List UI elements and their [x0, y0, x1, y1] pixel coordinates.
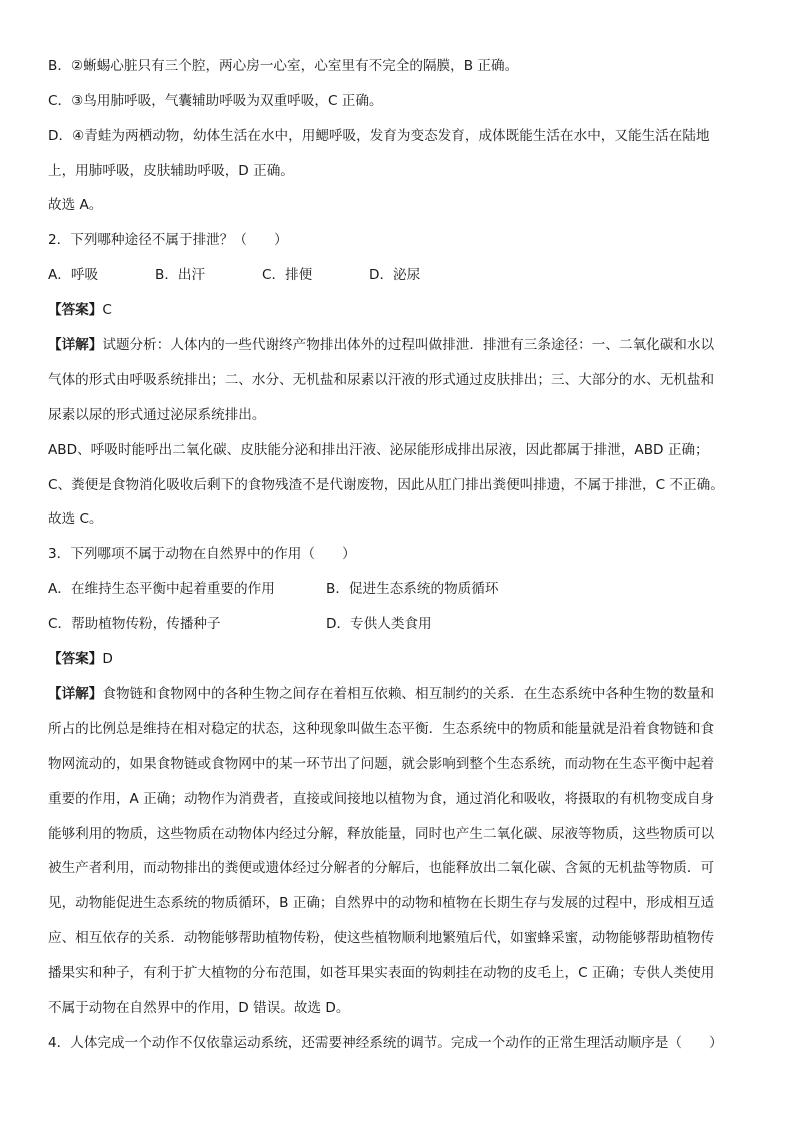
- answer-value: D: [102, 651, 113, 667]
- prev-option-d-line1: D．④青蛙为两栖动物，幼体生活在水中，用鳃呼吸，发育为变态发育，成体既能生活在水中，又能生活在陆地: [48, 128, 710, 144]
- detail-tag: 【详解】: [48, 337, 103, 353]
- question-3-detail-line1: [48, 684, 748, 704]
- question-3-answer: [48, 649, 748, 669]
- answer-tag: 【答案】: [48, 651, 103, 667]
- detail-tag: 【详解】: [48, 686, 103, 702]
- question-3-detail-line3: 物网流动的，如果食物链或食物网中的某一环节出了问题，就会影响到整个生态系统，而动物在生态平衡中起着: [48, 756, 715, 772]
- question-4-stem: 4．人体完成一个动作不仅依靠运动系统，还需要神经系统的调节。完成一个动作的正常生理活动顺序是（ ）: [48, 1035, 723, 1051]
- question-3-detail-line9: 播果实和种子，有利于扩大植物的分布范围，如苍耳果实表面的钩刺挂在动物的皮毛上，C 正确；专供人类使用: [48, 965, 715, 981]
- answer-tag: 【答案】: [48, 302, 103, 318]
- prev-option-d-line2: 上，用肺呼吸，皮肤辅助呼吸，D 正确。: [48, 163, 294, 179]
- question-3-detail-line6: 被生产者利用，而动物排出的粪便或遗体经过分解者的分解后，也能释放出二氧化碳、含氮的无机盐等物质．可: [48, 860, 715, 876]
- question-3-detail-line8: 应、相互依存的关系．动物能够帮助植物传粉，使这些植物顺利地繁殖后代，如蜜蜂采蜜，动物能够帮助植物传: [48, 930, 715, 946]
- question-3-detail-line4: 重要的作用，A 正确；动物作为消费者，直接或间接地以植物为食，通过消化和吸收，将摄取的有机物变成自身: [48, 791, 715, 807]
- question-3-option-c: C．帮助植物传粉，传播种子: [48, 616, 221, 632]
- question-2-detail-line1: [48, 335, 748, 355]
- question-3-detail-line5: 能够利用的物质，这些物质在动物体内经过分解，释放能量，同时也产生二氧化碳、尿液等物质，这些物质可以: [48, 826, 715, 842]
- prev-option-b: B．②蜥蜴心脏只有三个腔，两心房一心室，心室里有不完全的隔膜，B 正确。: [48, 58, 519, 74]
- question-2-detail-line2: 气体的形式由呼吸系统排出；二、水分、无机盐和尿素以汗液的形式通过皮肤排出；三、大部分的水、无机盐和: [48, 372, 715, 388]
- answer-value: C: [102, 302, 112, 318]
- question-3-detail-line2: 所占的比例总是维持在相对稳定的状态，这种现象叫做生态平衡．生态系统中的物质和能量就是沿着食物链和食: [48, 721, 715, 737]
- question-3-detail-line7: 见，动物能促进生态系统的物质循环，B 正确；自然界中的动物和植物在长期生存与发展的过程中，形成相互适: [48, 895, 715, 911]
- question-2-option-c: C．排便: [262, 267, 313, 283]
- detail-text: 试题分析：人体内的一些代谢终产物排出体外的过程叫做排泄．排泄有三条途径：一、二氧化碳和水以: [102, 337, 715, 353]
- question-2-stem: 2．下列哪种途径不属于排泄？（ ）: [48, 232, 288, 248]
- prev-conclusion: 故选 A。: [48, 197, 103, 213]
- question-3-stem: 3．下列哪项不属于动物在自然界中的作用（ ）: [48, 546, 356, 562]
- question-2-option-d: D．泌尿: [369, 267, 421, 283]
- question-2-detail-line5: C、粪便是食物消化吸收后剩下的食物残渣不是代谢废物，因此从肛门排出粪便叫排遗，不属于排泄，C 不正确。: [48, 477, 724, 493]
- detail-text: 食物链和食物网中的各种生物之间存在着相互依赖、相互制约的关系．在生态系统中各种生物的数量和: [102, 686, 715, 702]
- question-2-detail-line4: ABD、呼吸时能呼出二氧化碳、皮肤能分泌和排出汗液、泌尿能形成排出尿液，因此都属于排泄，ABD 正确；: [48, 442, 709, 458]
- question-3-option-d: D．专供人类食用: [326, 616, 432, 632]
- prev-option-c: C．③鸟用肺呼吸，气囊辅助呼吸为双重呼吸，C 正确。: [48, 93, 383, 109]
- question-2-option-b: B．出汗: [155, 267, 206, 283]
- question-2-detail-line3: 尿素以尿的形式通过泌尿系统排出。: [48, 407, 266, 423]
- question-2-answer: [48, 300, 748, 320]
- question-3-option-a: A．在维持生态平衡中起着重要的作用: [48, 581, 275, 597]
- question-2-option-a: A．呼吸: [48, 267, 99, 283]
- question-2-conclusion: 故选 C。: [48, 511, 103, 527]
- question-3-option-b: B．促进生态系统的物质循环: [326, 581, 499, 597]
- question-3-detail-line10: 不属于动物在自然界中的作用，D 错误。故选 D。: [48, 1000, 350, 1016]
